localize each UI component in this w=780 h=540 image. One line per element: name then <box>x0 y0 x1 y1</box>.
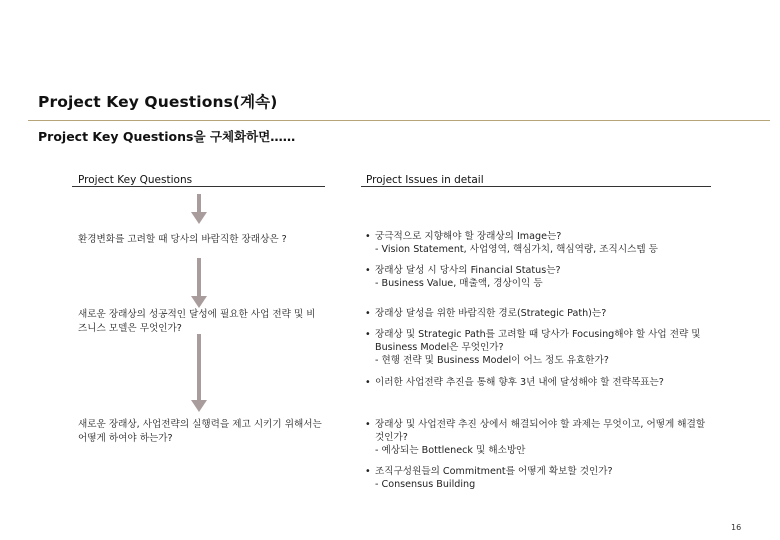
title-divider <box>28 120 770 121</box>
issue-detail: - Consensus Building <box>375 479 476 490</box>
issue-item <box>365 418 710 457</box>
issue-text: • 이러한 사업전략 추진을 통해 향후 3년 내에 달성해야 할 전략목표는? <box>365 376 710 389</box>
issue-item <box>365 230 710 256</box>
page-subtitle: Project Key Questions을 구체화하면…… <box>38 129 296 144</box>
page-title: Project Key Questions(계속) <box>38 93 278 111</box>
right-column-rule <box>361 186 711 187</box>
left-column-rule <box>72 186 325 187</box>
issue-text: • 장래상 및 사업전략 추진 상에서 해결되어야 할 과제는 무엇이고, 어떻게 해결할 것인가? <box>365 418 710 444</box>
issue-detail: - Vision Statement, 사업영역, 핵심가치, 핵심역량, 조직시스템 등 <box>375 244 658 255</box>
issue-text: • 장래상 및 Strategic Path를 고려할 때 당사가 Focusing해야 할 사업 전략 및 Business Model은 무엇인가? <box>365 328 710 354</box>
issue-text: • 장래상 달성 시 당사의 Financial Status는? <box>365 264 710 277</box>
key-question-1: 환경변화를 고려할 때 당사의 바람직한 장래상은 ? <box>78 234 287 245</box>
issue-item <box>365 307 710 320</box>
left-column-header: Project Key Questions <box>78 174 193 186</box>
key-question-2: 새로운 장래상의 성공적인 달성에 필요한 사업 전략 및 비즈니스 모델은 무엇인가? <box>78 309 316 334</box>
flow-arrow-2-head <box>191 296 207 308</box>
issue-item <box>365 264 710 290</box>
right-column-header: Project Issues in detail <box>366 174 484 186</box>
key-question-3: 새로운 장래상, 사업전략의 실행력을 제고 시키기 위해서는 어떻게 하여야 하는가? <box>78 419 322 444</box>
page-number: 16 <box>731 523 742 532</box>
flow-arrow-2-shaft <box>197 258 201 298</box>
flow-arrow-1-shaft <box>197 194 201 214</box>
flow-arrow-1-head <box>191 212 207 224</box>
issue-text: • 장래상 달성을 위한 바람직한 경로(Strategic Path)는? <box>365 307 710 320</box>
issue-text: • 궁극적으로 지향해야 할 장래상의 Image는? <box>365 230 710 243</box>
issue-detail: - 예상되는 Bottleneck 및 해소방안 <box>375 445 526 456</box>
flow-arrow-3-shaft <box>197 334 201 402</box>
issue-detail: - 현행 전략 및 Business Model이 어느 정도 유효한가? <box>375 355 609 366</box>
issue-item <box>365 328 710 367</box>
issue-item <box>365 376 710 389</box>
flow-arrow-3-head <box>191 400 207 412</box>
issue-text: • 조직구성원들의 Commitment를 어떻게 확보할 것인가? <box>365 465 710 478</box>
issue-item <box>365 465 710 491</box>
issue-detail: - Business Value, 매출액, 경상이익 등 <box>375 278 543 289</box>
